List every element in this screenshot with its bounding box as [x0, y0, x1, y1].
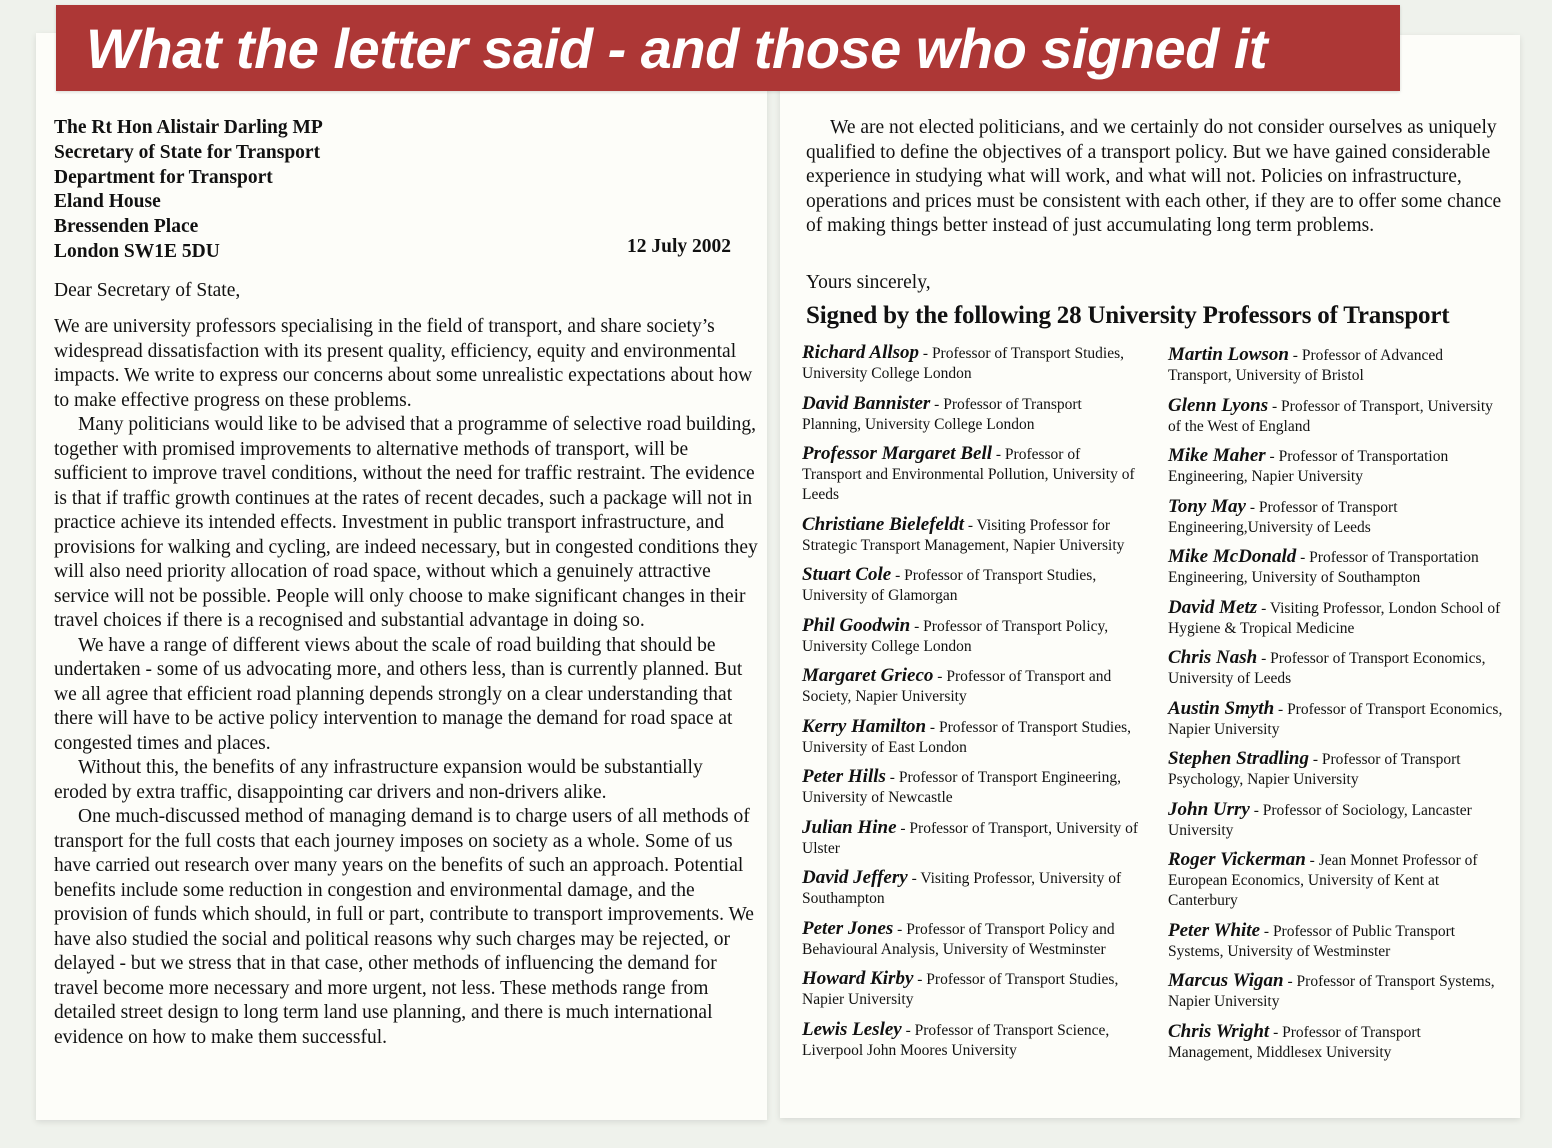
signatory-name: Glenn Lyons: [1168, 394, 1269, 416]
signatory-name: Lewis Lesley: [802, 1018, 902, 1040]
separator: -: [1268, 397, 1282, 415]
separator: -: [1257, 650, 1271, 667]
signatory-entry: [802, 515, 1142, 556]
signatory-role: Professor of Transport, University of Ulster: [802, 819, 1139, 857]
signatory-role: Professor of Transport Studies, University of East London: [802, 718, 1132, 756]
separator: -: [919, 345, 932, 362]
paragraph: Many politicians would like to be advised that a programme of selective road building, together with promised improvements to alternative methods of transport, will be sufficient to improve travel conditions, without the need for traffic restraint. The evidence is that if traffic growth continues at the rates of recent decades, such a package will not in practice achieve its intended effects. Investment in public transport infrastructure, and provisions for walking and cycling, are indeed necessary, but in congested conditions they will also need priority allocation of road space, without which a genuinely attractive service will not be possible. People will only choose to make significant changes in their travel choices if there is a recognised and substantial advantage in doing so.: [54, 414, 758, 631]
signatory-role: Professor of Transport and Environmental Pollution, University of Leeds: [802, 446, 1135, 503]
signatory-entry: [802, 818, 1142, 859]
signatory-entry: [802, 565, 1142, 606]
signatory-role: Professor of Sociology, Lancaster University: [1168, 801, 1472, 839]
separator: -: [885, 769, 899, 786]
paragraph: Without this, the benefits of any infrastructure expansion would be substantially eroded by extra traffic, disappointing car drivers and non-drivers alike.: [54, 757, 703, 803]
signatory-role: Professor of Transportation Engineering, Napier University: [1168, 448, 1449, 485]
separator: -: [896, 819, 910, 837]
address-line: The Rt Hon Alistair Darling MP: [54, 117, 323, 138]
separator: -: [1245, 498, 1259, 516]
signatory-name: Christiane Bielefeldt: [802, 513, 965, 535]
signatory-role: Professor of Public Transport Systems, University of Westminster: [1168, 922, 1456, 960]
signatory-entry: [802, 868, 1142, 909]
signatory-entry: [1168, 396, 1508, 437]
separator: -: [1257, 599, 1270, 617]
separator: -: [907, 870, 921, 887]
signatory-role: Professor of Transport Science, Liverpool John Moores University: [802, 1021, 1110, 1059]
signatory-role: Professor of Transport, University of the West of England: [1168, 397, 1493, 435]
separator: -: [1274, 700, 1288, 718]
separator: -: [913, 971, 927, 988]
signatory-name: David Bannister: [802, 392, 931, 414]
paragraph: One much-discussed method of managing demand is to charge users of all methods of transport for the full costs that each journey imposes on society as a whole. Some of us have carried out research over many years on the benefits of such an approach. Potential benefits include some reduction in congestion and environmental damage, and the provision of funds which should, in full or part, contribute to transport improvements. We have also studied the social and political reasons why such charges may be rejected, or delayed - but we stress that in that case, other methods of influencing the demand for travel become more necessary and more urgent, not less. These methods range from detailed street design to long term land use planning, and there is much international evidence on how to make them successful.: [54, 806, 754, 1048]
signatory-entry: [802, 666, 1142, 707]
separator: -: [1283, 973, 1297, 990]
signatory-role: Professor of Transport and Society, Napier University: [802, 668, 1112, 705]
signatory-name: Phil Goodwin: [802, 614, 911, 636]
signatory-entry: [1168, 497, 1508, 538]
separator: -: [893, 920, 907, 938]
page-title: What the letter said - and those who signed it: [86, 16, 1268, 80]
signatory-entry: [1168, 446, 1508, 487]
salutation: Dear Secretary of State,: [54, 280, 241, 301]
signatory-name: Peter White: [1168, 919, 1261, 941]
signatory-entry: [1168, 1022, 1508, 1063]
signatory-role: Professor of Transport Policy and Behavioural Analysis, University of Westminster: [802, 920, 1115, 958]
signatory-name: Roger Vickerman: [1168, 849, 1306, 870]
separator: -: [926, 718, 939, 736]
separator: -: [910, 617, 924, 635]
separator: -: [964, 516, 977, 534]
signatory-entry: [1168, 749, 1508, 790]
signatory-entry: [1168, 921, 1508, 962]
signatory-entry: [802, 969, 1142, 1010]
signatory-entry: [1168, 971, 1508, 1012]
separator: -: [901, 1021, 915, 1039]
address-line: Eland House: [54, 191, 161, 213]
signatory-entry: [1168, 850, 1508, 911]
signatory-name: Chris Wright: [1168, 1020, 1270, 1042]
signatory-entry: [1168, 648, 1508, 689]
signatory-entry: [802, 444, 1142, 505]
letter-date: 12 July 2002: [627, 236, 732, 257]
signatory-entry: [1168, 547, 1508, 588]
signatory-name: Stephen Stradling: [1168, 748, 1309, 769]
separator: -: [1260, 922, 1273, 940]
recipient-address: [54, 116, 323, 265]
signatory-name: Kerry Hamilton: [802, 715, 927, 737]
signatory-entry: [1168, 699, 1508, 740]
paragraph: We are university professors specialising in the field of transport, and share society’s widespread dissatisfaction with its present quality, efficiency, equity and environmental impacts. We write to express our concerns about some unrealistic expectations about how to make effective progress on these problems.: [54, 316, 753, 411]
separator: -: [1308, 751, 1322, 768]
signatory-role: Visiting Professor, University of Southampton: [802, 870, 1122, 907]
separator: -: [992, 446, 1005, 463]
signatory-role: Professor of Transport Psychology, Napier University: [1168, 751, 1461, 788]
signatory-name: Stuart Cole: [802, 564, 892, 585]
title-banner: [56, 5, 1400, 91]
signatory-role: Professor of Advanced Transport, University of Bristol: [1168, 347, 1444, 384]
separator: -: [1296, 549, 1310, 566]
signatory-role: Professor of Transport Studies, University of Glamorgan: [802, 567, 1097, 604]
signatory-entry: [802, 919, 1142, 960]
signatory-entry: [802, 1020, 1142, 1061]
signatory-role: Professor of Transport Policy, University College London: [802, 617, 1109, 655]
signatory-entry: [802, 616, 1142, 657]
signatory-entry: [802, 394, 1142, 435]
signatories-column-1: [802, 343, 1142, 1070]
signatory-name: Julian Hine: [802, 816, 897, 838]
signoff: Yours sincerely,: [806, 272, 931, 293]
separator: -: [1288, 347, 1302, 364]
signatory-name: Martin Lowson: [1168, 344, 1289, 365]
address-line: Department for Transport: [54, 166, 273, 188]
address-line: London SW1E 5DU: [54, 240, 220, 262]
signatory-name: Margaret Grieco: [802, 665, 934, 686]
signatory-role: Professor of Transport Economics, University of Leeds: [1168, 650, 1486, 687]
separator: -: [1269, 1023, 1283, 1041]
signatory-role: Visiting Professor, London School of Hygiene & Tropical Medicine: [1168, 599, 1501, 637]
signatory-entry: [1168, 800, 1508, 841]
signatories-heading: Signed by the following 28 University Professors of Transport: [806, 302, 1450, 329]
signatory-role: Professor of Transport Systems, Napier University: [1168, 973, 1495, 1010]
signatory-role: Professor of Transport Economics, Napier University: [1168, 700, 1503, 738]
signatory-name: Peter Jones: [802, 917, 894, 939]
signatory-role: Professor of Transportation Engineering, University of Southampton: [1168, 549, 1479, 586]
signatory-role: Visiting Professor for Strategic Transport Management, Napier University: [802, 516, 1125, 554]
signatory-name: Chris Nash: [1168, 647, 1258, 668]
signatory-name: David Metz: [1168, 596, 1258, 618]
signatory-role: Professor of Transport Studies, Napier University: [802, 971, 1119, 1008]
signatory-entry: [802, 717, 1142, 758]
separator: -: [1305, 852, 1319, 869]
separator: -: [1265, 448, 1279, 465]
separator: -: [933, 668, 947, 685]
signatory-name: Peter Hills: [802, 766, 886, 787]
signatory-role: Professor of Transport Engineering,University of Leeds: [1168, 498, 1398, 536]
signatory-name: John Urry: [1168, 798, 1250, 820]
signatory-name: Marcus Wigan: [1168, 970, 1284, 991]
letter-body-right: [806, 116, 1506, 239]
letter-body-left: [54, 315, 759, 1050]
signatory-role: Professor of Transport Engineering, University of Newcastle: [802, 769, 1121, 806]
separator: -: [930, 395, 944, 413]
signatory-name: Professor Margaret Bell: [802, 443, 992, 464]
signatory-name: Austin Smyth: [1168, 697, 1275, 719]
signatory-name: Mike McDonald: [1168, 546, 1297, 567]
signatory-name: Howard Kirby: [802, 968, 914, 989]
signatory-name: Richard Allsop: [802, 342, 920, 363]
signatory-name: Mike Maher: [1168, 445, 1266, 466]
signatory-name: David Jeffery: [802, 867, 908, 888]
signatory-entry: [1168, 598, 1508, 639]
paragraph: We have a range of different views about the scale of road building that should be undertaken - some of us advocating more, and others less, than is currently planned. But we all agree that efficient road planning depends strongly on a clear understanding that there will have to be active policy intervention to manage the demand for road space at congested times and places.: [54, 634, 743, 754]
signatory-entry: [802, 343, 1142, 384]
signatory-role: Jean Monnet Professor of European Economics, University of Kent at Canterbury: [1168, 852, 1478, 909]
paragraph: We are not elected politicians, and we certainly do not consider ourselves as uniquely qualified to define the objectives of a transport policy. But we have gained considerable experience in studying what will work, and what will not. Policies on infrastructure, operations and prices must be consistent with each other, if they are to offer some chance of making things better instead of just accumulating long term problems.: [806, 117, 1502, 236]
address-line: Secretary of State for Transport: [54, 141, 321, 163]
signatories-column-2: [1168, 345, 1508, 1072]
separator: -: [1249, 801, 1263, 819]
signatory-entry: [1168, 345, 1508, 386]
signatory-entry: [802, 767, 1142, 808]
address-line: Bressenden Place: [54, 216, 199, 238]
signatory-name: Tony May: [1168, 495, 1246, 517]
signatory-role: Professor of Transport Studies, University College London: [802, 345, 1124, 382]
separator: -: [891, 567, 905, 584]
signatory-role: Professor of Transport Planning, University College London: [802, 395, 1082, 433]
signatory-role: Professor of Transport Management, Middlesex University: [1168, 1023, 1421, 1061]
